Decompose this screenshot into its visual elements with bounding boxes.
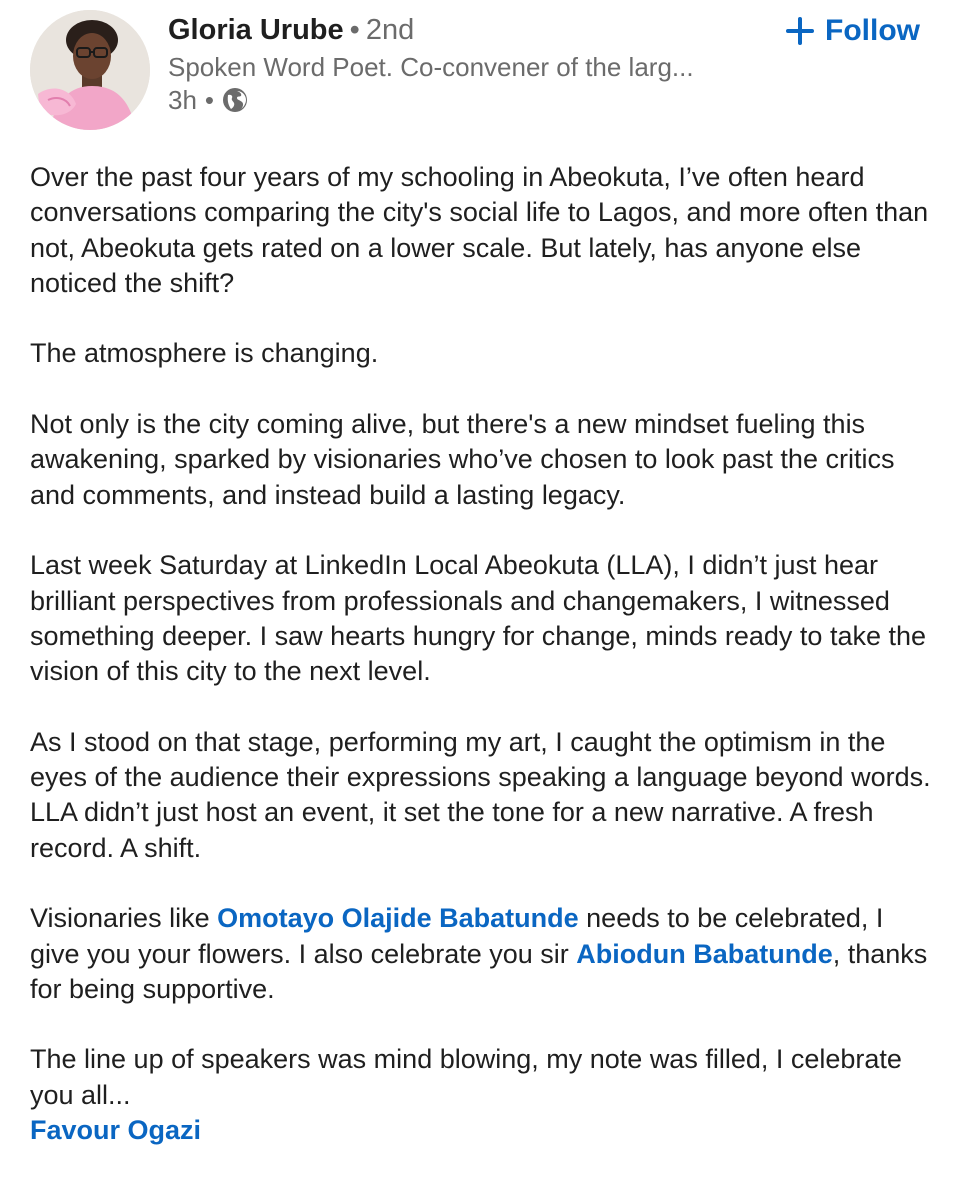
author-headline: Spoken Word Poet. Co-convener of the larg... [168,52,694,82]
post-paragraph: Over the past four years of my schooling in Abeokuta, I’ve often heard conversations comparing the city's social life to Lagos, and more often than not, Abeokuta gets rated on a lower scale. But lately, has anyone else noticed the shift? [30,162,929,298]
post-header [0,0,960,140]
author-name[interactable]: Gloria Urube [168,14,344,46]
connection-degree: 2nd [365,14,415,46]
post-paragraph: The atmosphere is changing. [30,338,379,369]
mention-link[interactable]: Favour Ogazi [30,1115,202,1146]
degree-separator: • [349,14,360,46]
post-meta [168,84,248,116]
paragraph-text: , thanks for being supportive. [30,938,928,1004]
post-paragraph: As I stood on that stage, performing my art, I caught the optimism in the eyes of the audience their expressions speaking a language beyond words. LLA didn’t just host an event, it set the tone for a new narrative. A fresh record. A shift. [30,726,931,863]
post-body [30,160,935,1148]
author-name-line [168,12,414,48]
post-paragraph-mentions [30,901,935,1007]
paragraph-text: Visionaries like [30,903,218,934]
post-time: 3h [168,85,197,115]
mention-link[interactable]: Omotayo Olajide Babatunde [217,903,579,934]
profile-photo [30,10,150,130]
plus-icon [785,16,815,46]
mention-link[interactable]: Abiodun Babatunde [576,938,833,969]
paragraph-text: needs to be celebrated, I give you your flowers. I also celebrate you sir [30,903,884,969]
post-paragraph-final [30,1042,935,1148]
avatar[interactable] [30,10,150,130]
time-separator: • [204,85,215,115]
paragraph-text: The line up of speakers was mind blowing, my note was filled, I celebrate you all... [30,1044,902,1110]
follow-button[interactable] [785,14,920,48]
post-paragraph: Not only is the city coming alive, but there's a new mindset fueling this awakening, sparked by visionaries who’ve chosen to look past the critics and comments, and instead build a lasting legacy. [30,409,895,510]
follow-label: Follow [825,14,920,47]
post-paragraph: Last week Saturday at LinkedIn Local Abeokuta (LLA), I didn’t just hear brilliant perspectives from professionals and changemakers, I witnessed something deeper. I saw hearts hungry for change, minds ready to take the vision of this city to the next level. [30,550,927,687]
globe-icon [222,87,248,113]
